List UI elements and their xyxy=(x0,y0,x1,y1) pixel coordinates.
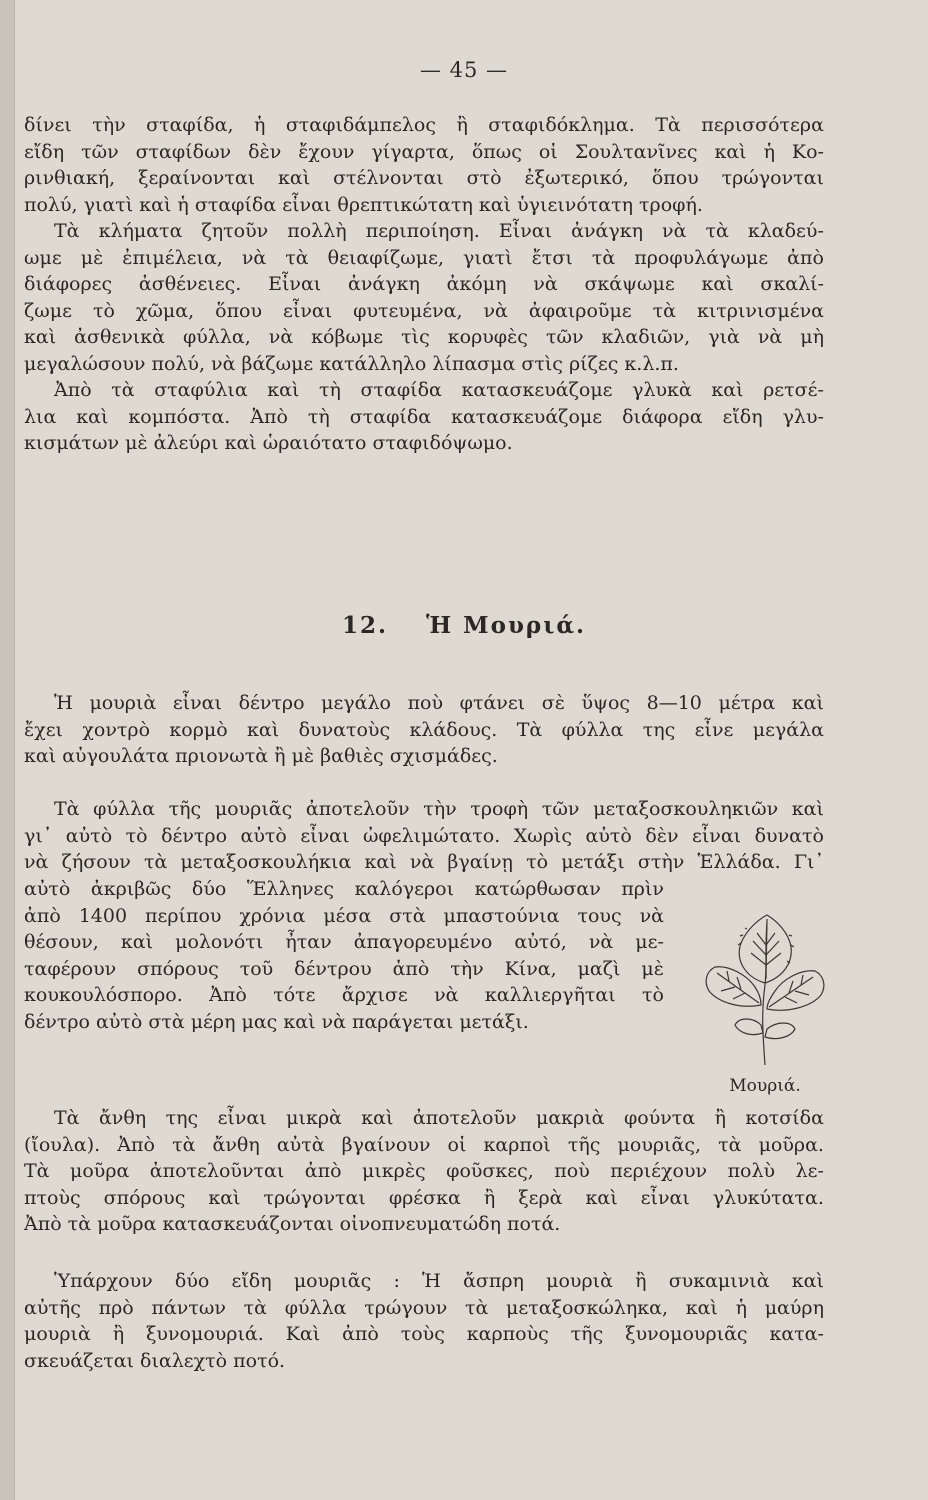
mulberry-figure xyxy=(690,905,840,1105)
text-line: Ἀπὸ τὰ μοῦρα κατασκευάζονται οἰνοπνευματώδη ποτά. xyxy=(24,1213,561,1235)
text-line: εἴδη τῶν σταφίδων δὲν ἔχουν γίγαρτα, ὅπως οἱ Σουλτανῖνες καὶ ἡ Κο- xyxy=(24,140,824,163)
paragraph-mulberry-description xyxy=(24,690,824,770)
text-line: σκευάζεται διαλεχτὸ ποτό. xyxy=(24,1349,286,1372)
text-line: Τὰ ἄνθη της εἶναι μικρὰ καὶ ἀποτελοῦν μακριὰ φούντα ἢ κοτσίδα xyxy=(54,1107,824,1129)
section-heading xyxy=(0,612,928,639)
text-line: Ἡ μουριὰ εἶναι δέντρο μεγάλο ποὺ φτάνει σὲ ὕψος 8—10 μέτρα καὶ xyxy=(54,692,824,714)
figure-caption: Μουριά. xyxy=(729,1076,801,1096)
paragraph-raisin-products xyxy=(24,377,824,457)
text-line: μεγαλώσουν πολύ, νὰ βάζωμε κατάλληλο λίπασμα στὶς ρίζες κ.λ.π. xyxy=(24,352,679,375)
text-line: γι᾽ αὐτὸ τὸ δέντρο αὐτὸ εἶναι ὠφελιμώτατο. Χωρὶς αὐτὸ δὲν εἶναι δυνατὸ xyxy=(24,824,824,847)
text-line: (ἴουλα). Ἀπὸ τὰ ἄνθη αὐτὰ βγαίνουν οἱ καρποὶ τῆς μουριᾶς, τὰ μοῦρα. xyxy=(24,1133,824,1156)
mulberry-leaf-illustration xyxy=(695,905,835,1070)
text-line: πολύ, γιατὶ καὶ ἡ σταφίδα εἶναι θρεπτικώτατη καὶ ὑγιεινότατη τροφή. xyxy=(24,193,703,216)
text-line: κουκουλόσπορο. Ἀπὸ τότε ἄρχισε νὰ καλλιεργῆται τὸ xyxy=(24,984,664,1006)
page-gutter xyxy=(0,0,15,1500)
text-line: νὰ ζήσουν τὰ μεταξοσκουλήκια καὶ νὰ βγαίνῃ τὸ μετάξι στὴν Ἑλλάδα. Γι᾽ xyxy=(24,851,824,873)
text-line: δέντρο αὐτὸ στὰ μέρη μας καὶ νὰ παράγεται μετάξι. xyxy=(24,1010,529,1033)
text-line: μουριὰ ἢ ξυνομουριά. Καὶ ἀπὸ τοὺς καρποὺς τῆς ξυνομουριᾶς κατα- xyxy=(24,1323,824,1345)
text-line: ἀπὸ 1400 περίπου χρόνια μέσα στὰ μπαστούνια τους νὰ xyxy=(24,904,664,927)
paragraph-mulberry-types xyxy=(24,1268,824,1374)
text-line: Τὰ μοῦρα ἀποτελοῦνται ἀπὸ μικρὲς φοῦσκες, ποὺ περιέχουν πολὺ λε- xyxy=(24,1160,824,1182)
text-line: ζωμε τὸ χῶμα, ὅπου εἶναι φυτευμένα, νὰ ἀφαιροῦμε τὰ κιτρινισμένα xyxy=(24,299,824,322)
paragraph-silkworm-food xyxy=(24,796,824,876)
text-line: Ἀπὸ τὰ σταφύλια καὶ τὴ σταφίδα κατασκευάζομε γλυκὰ καὶ ρετσέ- xyxy=(54,379,824,401)
text-line: θέσουν, καὶ μολονότι ἦταν ἀπαγορευμένο αὐτό, νὰ με- xyxy=(24,931,664,953)
page-number: — 45 — xyxy=(419,58,509,82)
paragraph-silkworm-history xyxy=(24,876,664,1035)
section-title: Ἡ Μουριά. xyxy=(425,612,587,639)
text-line: αὐτὸ ἀκριβῶς δύο Ἕλληνες καλόγεροι κατώρθωσαν πρὶν xyxy=(24,878,664,900)
text-line: ταφέρουν σπόρους τοῦ δέντρου ἀπὸ τὴν Κίνα, μαζὶ μὲ xyxy=(24,957,664,980)
text-line: ωμε μὲ ἐπιμέλεια, νὰ τὰ θειαφίζωμε, γιατὶ ἔτσι τὰ προφυλάγωμε ἀπὸ xyxy=(24,246,824,269)
text-line: διάφορες ἀσθένειες. Εἶναι ἀνάγκη ἀκόμη νὰ σκάψωμε καὶ σκαλί- xyxy=(24,273,824,295)
text-line: κισμάτων μὲ ἀλεύρι καὶ ὡραιότατο σταφιδόψωμο. xyxy=(24,432,513,454)
text-line: Τὰ κλήματα ζητοῦν πολλὴ περιποίηση. Εἶναι ἀνάγκη νὰ τὰ κλαδεύ- xyxy=(54,220,824,242)
paragraph-vine-care xyxy=(24,218,824,377)
text-line: Τὰ φύλλα τῆς μουριᾶς ἀποτελοῦν τὴν τροφὴ τῶν μεταξοσκουληκιῶν καὶ xyxy=(54,798,824,820)
text-line: καὶ αὐγουλάτα πριονωτὰ ἢ μὲ βαθιὲς σχισμάδες. xyxy=(24,745,498,767)
text-line: πτοὺς σπόρους καὶ τρώγονται φρέσκα ἢ ξερὰ καὶ εἶναι γλυκύτατα. xyxy=(24,1186,824,1209)
text-line: ρινθιακή, ξεραίνονται καὶ στέλνονται στὸ ἐξωτερικό, ὅπου τρώγονται xyxy=(24,167,824,189)
text-line: δίνει τὴν σταφίδα, ἡ σταφιδάμπελος ἢ σταφιδόκλημα. Τὰ περισσότερα xyxy=(24,114,824,136)
text-line: καὶ ἀσθενικὰ φύλλα, νὰ κόβωμε τὶς κορυφὲς τῶν κλαδιῶν, γιὰ νὰ μὴ xyxy=(24,326,824,348)
text-line: αὐτῆς πρὸ πάντων τὰ φύλλα τρώγουν τὰ μεταξοσκώληκα, καὶ ἡ μαύρη xyxy=(24,1296,824,1319)
paragraph-flowers-fruit xyxy=(24,1105,824,1238)
text-line: λια καὶ κομπόστα. Ἀπὸ τὴ σταφίδα κατασκευάζομε διάφορα εἴδη γλυ- xyxy=(24,405,824,428)
paragraph-raisins-intro xyxy=(24,112,824,218)
text-line: Ὑπάρχουν δύο εἴδη μουριᾶς : Ἡ ἄσπρη μουριὰ ἢ συκαμινιὰ καὶ xyxy=(54,1270,824,1292)
text-line: ἔχει χοντρὸ κορμὸ καὶ δυνατοὺς κλάδους. Τὰ φύλλα της εἶνε μεγάλα xyxy=(24,718,824,741)
section-number: 12. xyxy=(341,612,388,639)
